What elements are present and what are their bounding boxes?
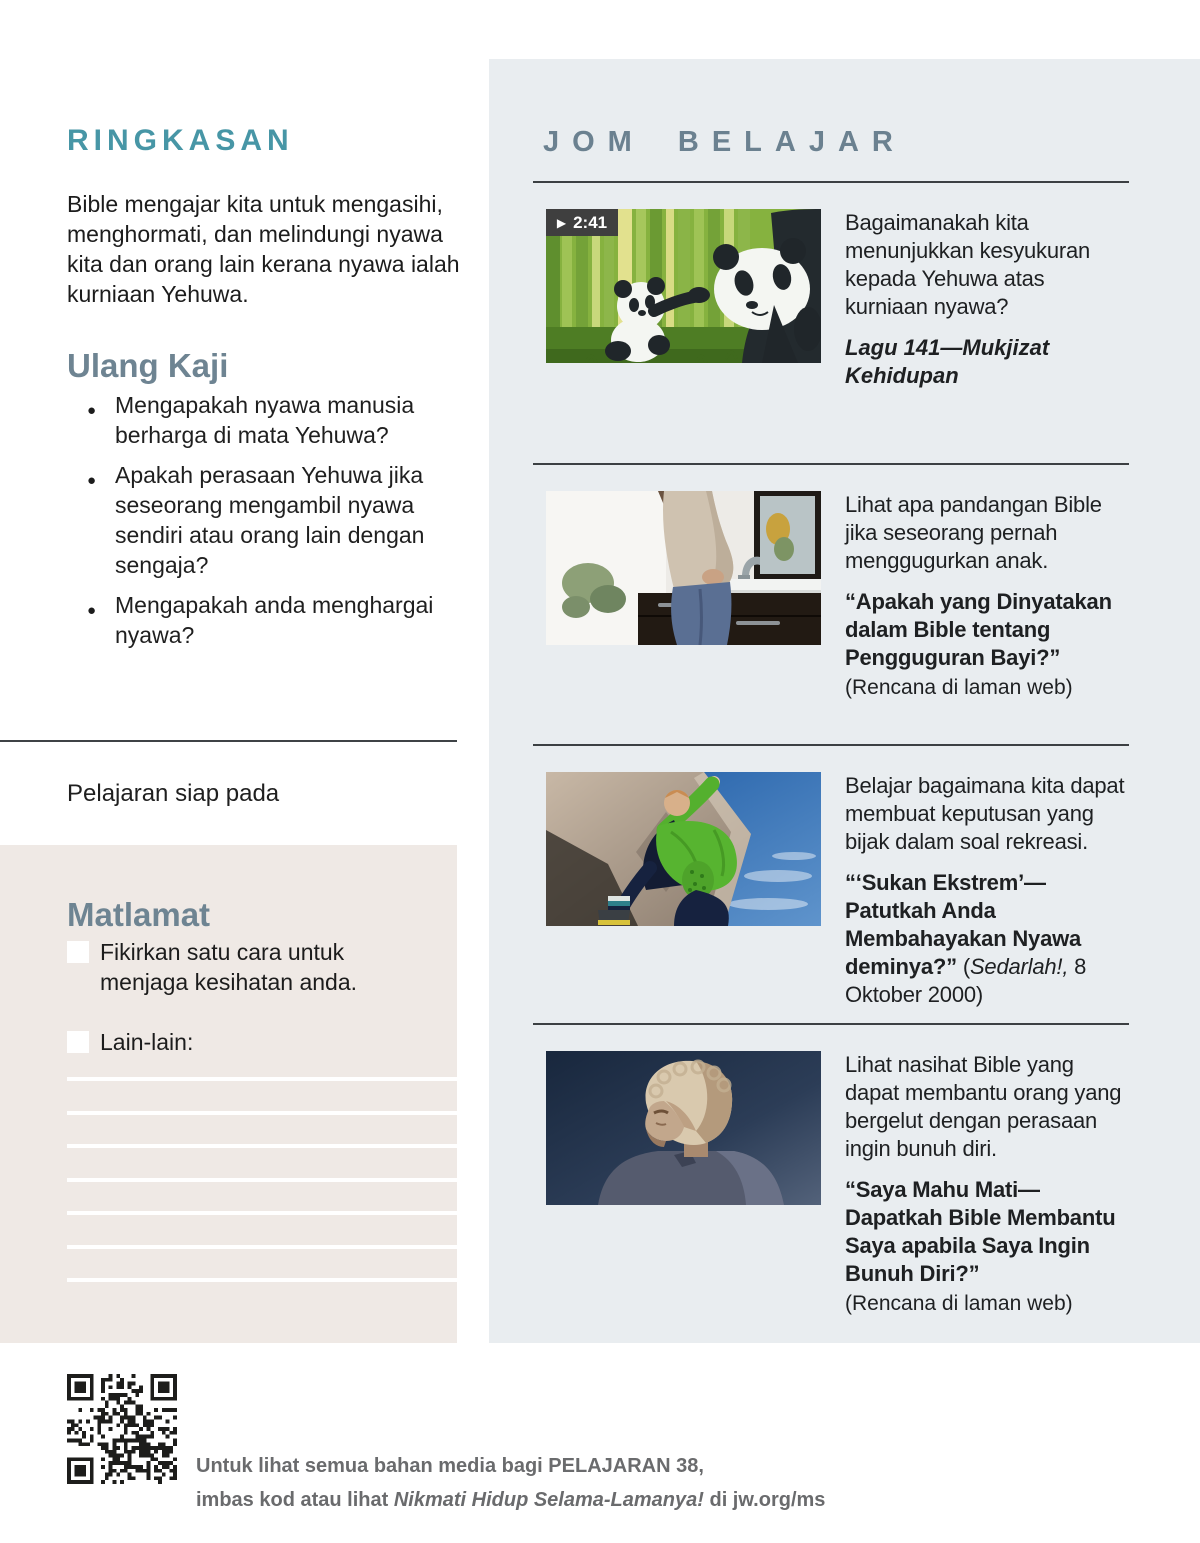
article-note: (Rencana di laman web) (845, 1292, 1073, 1315)
footer-line2-prefix: imbas kod atau lihat (196, 1489, 394, 1511)
magazine-title: Sedarlah!, (969, 954, 1069, 979)
study-item-description: Belajar bagaimana kita dapat membuat keputusan yang bijak dalam soal rekreasi. (845, 773, 1125, 854)
write-in-line[interactable] (67, 1278, 457, 1282)
matlamat-heading: Matlamat (67, 896, 211, 934)
pregnant-woman-photo[interactable] (546, 491, 821, 645)
write-in-line[interactable] (67, 1211, 457, 1215)
study-item-video (533, 181, 1129, 390)
article-title[interactable]: “Apakah yang Dinyatakan dalam Bible tentang Pengguguran Bayi?” (845, 589, 1112, 670)
goal-checkbox[interactable] (67, 1031, 89, 1053)
study-item-description: Lihat nasihat Bible yang dapat membantu orang yang bergelut dengan perasaan ingin bunuh diri. (845, 1052, 1122, 1161)
footer-line1: Untuk lihat semua bahan media bagi PELAJARAN 38, (196, 1455, 704, 1477)
study-item-description: Lihat apa pandangan Bible jika seseorang pernah menggugurkan anak. (845, 492, 1102, 573)
study-item-article (533, 1023, 1129, 1317)
pregnant-woman-illustration (546, 491, 821, 645)
goal-label: Fikirkan satu cara untuk menjaga kesihatan anda. (100, 939, 358, 995)
completion-date-label: Pelajaran siap pada (67, 780, 280, 807)
study-item-article (533, 744, 1129, 1009)
publication-title: Nikmati Hidup Selama-Lamanya! (393, 1489, 704, 1511)
song-reference[interactable]: Lagu 141—Mukjizat Kehidupan (845, 335, 1050, 388)
bullet-icon: ● (87, 602, 97, 619)
write-in-line[interactable] (67, 1178, 457, 1182)
panda-video-thumbnail[interactable] (546, 209, 821, 363)
section-divider (0, 740, 457, 742)
goal-label: Lain-lain: (100, 1029, 194, 1055)
write-in-line[interactable] (67, 1111, 457, 1115)
sad-man-illustration (546, 1051, 821, 1205)
write-in-line[interactable] (67, 1077, 457, 1081)
qr-code[interactable] (67, 1374, 177, 1484)
review-question: ● Mengapakah anda menghargai nyawa? (87, 592, 434, 648)
video-duration-badge (546, 209, 618, 236)
goal-item (67, 937, 435, 997)
rock-climber-photo[interactable] (546, 772, 821, 926)
summary-text: Bible mengajar kita untuk mengasihi, menghormati, dan melindungi nyawa kita dan orang lain kerana nyawa ialah kurniaan Yehuwa. (67, 191, 460, 307)
jom-belajar-heading: JOM BELAJAR (543, 126, 906, 159)
play-icon: ▶ (556, 215, 567, 230)
article-title[interactable]: “Saya Mahu Mati—Dapatkah Bible Membantu Saya apabila Saya Ingin Bunuh Diri?” (845, 1177, 1116, 1286)
goal-item (67, 1027, 435, 1057)
review-question-list (67, 390, 469, 660)
ulang-kaji-heading: Ulang Kaji (67, 347, 229, 385)
review-question: ● Mengapakah nyawa manusia berharga di mata Yehuwa? (87, 392, 415, 448)
footer-text (196, 1449, 825, 1517)
man-portrait-illustration[interactable] (546, 1051, 821, 1205)
bullet-icon: ● (87, 472, 97, 489)
rock-climber-illustration (546, 772, 821, 926)
article-title[interactable]: “‘Sukan Ekstrem’—Patutkah Anda Membahayakan Nyawa deminya?” (845, 870, 1082, 979)
article-source: (Sedarlah!, 8 Oktober 2000) (845, 954, 1087, 1007)
study-item-description: Bagaimanakah kita menunjukkan kesyukuran kepada Yehuwa atas kurniaan nyawa? (845, 210, 1091, 319)
ringkasan-heading: RINGKASAN (67, 124, 294, 158)
write-in-line[interactable] (67, 1245, 457, 1249)
footer-line2-suffix: di jw.org/ms (703, 1489, 826, 1511)
jom-belajar-panel (489, 59, 1200, 1343)
article-note: (Rencana di laman web) (845, 676, 1073, 699)
goals-box (0, 845, 457, 1343)
goal-checkbox[interactable] (67, 941, 89, 963)
video-duration: 2:41 (573, 212, 608, 232)
bullet-icon: ● (87, 402, 97, 419)
write-in-line[interactable] (67, 1144, 457, 1148)
review-question: ● Apakah perasaan Yehuwa jika seseorang mengambil nyawa sendiri atau orang lain dengan sengaja? (87, 462, 425, 578)
study-item-article (533, 463, 1129, 701)
